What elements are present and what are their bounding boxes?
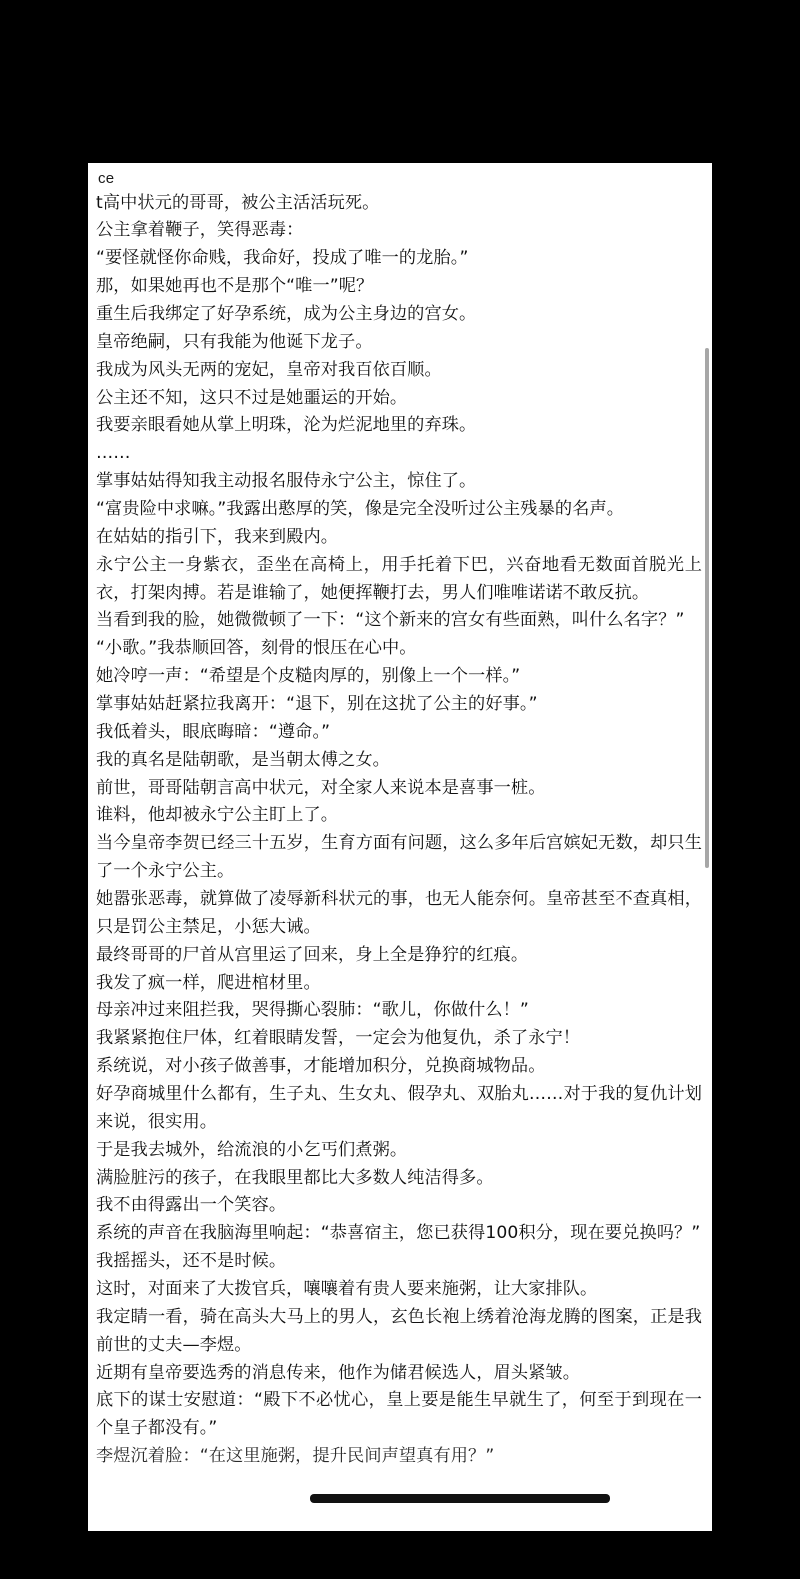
story-line: 我要亲眼看她从掌上明珠，沦为烂泥地里的弃珠。 [96,415,477,436]
story-line: 掌事姑姑赶紧拉我离开：“退下，别在这扰了公主的好事。” [96,693,538,714]
reader-page[interactable] [88,163,712,1531]
story-line: 她嚣张恶毒，就算做了凌辱新科状元的事，也无人能奈何。皇帝甚至不查真相，只是罚公主禁足，小惩大诫。 [96,888,702,937]
story-line: 底下的谋士安慰道：“殿下不必忧心，皇上要是能生早就生了，何至于到现在一个皇子都没有。” [96,1390,702,1439]
story-line: 公主还不知，这只不过是她噩运的开始。 [96,387,408,408]
story-line: 系统说，对小孩子做善事，才能增加积分，兑换商城物品。 [96,1056,546,1077]
story-line: 我定睛一看，骑在高头大马上的男人，玄色长袍上绣着沧海龙腾的图案，正是我前世的丈夫—李煜。 [96,1306,702,1355]
story-line: “小歌。”我恭顺回答，刻骨的恨压在心中。 [96,638,417,659]
story-line: 掌事姑姑得知我主动报名服侍永宁公主，惊住了。 [96,471,477,492]
story-line: 重生后我绑定了好孕系统，成为公主身边的宫女。 [96,303,477,324]
story-line: 好孕商城里什么都有，生子丸、生女丸、假孕丸、双胎丸……对于我的复仇计划来说，很实用。 [96,1084,702,1132]
story-line: 皇帝绝嗣，只有我能为他诞下龙子。 [96,331,373,352]
story-line: 我紧紧抱住尸体，红着眼睛发誓，一定会为他复仇，杀了永宁！ [96,1028,581,1049]
story-line: 李煜沉着脸：“在这里施粥，提升民间声望真有用？” [96,1446,495,1467]
story-line: 于是我去城外，给流浪的小乞丐们煮粥。 [96,1139,408,1160]
story-line: 近期有皇帝要选秀的消息传来，他作为储君候选人，眉头紧皱。 [96,1362,581,1383]
story-line: 我成为风头无两的宠妃，皇帝对我百依百顺。 [96,359,442,380]
story-line: 谁料，他却被永宁公主盯上了。 [96,805,339,826]
story-line: “富贵险中求嘛。”我露出憨厚的笑，像是完全没听过公主残暴的名声。 [96,498,625,519]
story-line: 系统的声音在我脑海里响起：“恭喜宿主，您已获得100积分，现在要兑换吗？” [96,1223,701,1244]
reader-content [88,163,712,1471]
story-line: “要怪就怪你命贱，我命好，投成了唯一的龙胎。” [96,248,469,269]
story-line: 我的真名是陆朝歌，是当朝太傅之女。 [96,749,390,770]
story-line: 我低着头，眼底晦暗：“遵命。” [96,721,331,742]
story-line: 这时，对面来了大拨官兵，嚷嚷着有贵人要来施粥，让大家排队。 [96,1279,598,1300]
story-line: 我不由得露出一个笑容。 [96,1195,287,1216]
story-line: 满脸脏污的孩子，在我眼里都比大多数人纯洁得多。 [96,1167,494,1188]
text-fragment-top: ce [98,170,115,187]
story-line: 前世，哥哥陆朝言高中状元，对全家人来说本是喜事一桩。 [96,777,546,798]
story-line: 她冷哼一声：“希望是个皮糙肉厚的，别像上一个一样。” [96,666,521,687]
story-line: 母亲冲过来阻拦我，哭得撕心裂肺：“歌儿，你做什么！” [96,1000,529,1021]
bottom-fade-overlay [88,1505,712,1531]
story-line: 当看到我的脸，她微微顿了一下：“这个新来的宫女有些面熟，叫什么名字？” [96,610,685,631]
story-line: …… [96,443,131,464]
story-line: 最终哥哥的尸首从宫里运了回来，身上全是狰狞的红痕。 [96,944,529,965]
story-line: 永宁公主一身紫衣，歪坐在高椅上，用手托着下巴，兴奋地看无数面首脱光上衣，打架肉搏。若是谁输了，她便挥鞭打去，男人们唯唯诺诺不敢反抗。 [96,554,702,603]
scrollbar-thumb[interactable] [705,348,709,868]
story-line: 在姑姑的指引下，我来到殿内。 [96,526,339,547]
story-line: 当今皇帝李贺已经三十五岁，生育方面有问题，这么多年后宫嫔妃无数，却只生了一个永宁公主。 [96,833,702,882]
story-line: 我发了疯一样，爬进棺材里。 [96,972,321,993]
story-line: 我摇摇头，还不是时候。 [96,1251,287,1272]
story-line: 公主拿着鞭子，笑得恶毒： [96,220,304,241]
story-line: 那，如果她再也不是那个“唯一”呢？ [96,276,374,297]
story-line: t高中状元的哥哥，被公主活活玩死。 [96,192,380,213]
home-indicator[interactable] [310,1494,610,1503]
